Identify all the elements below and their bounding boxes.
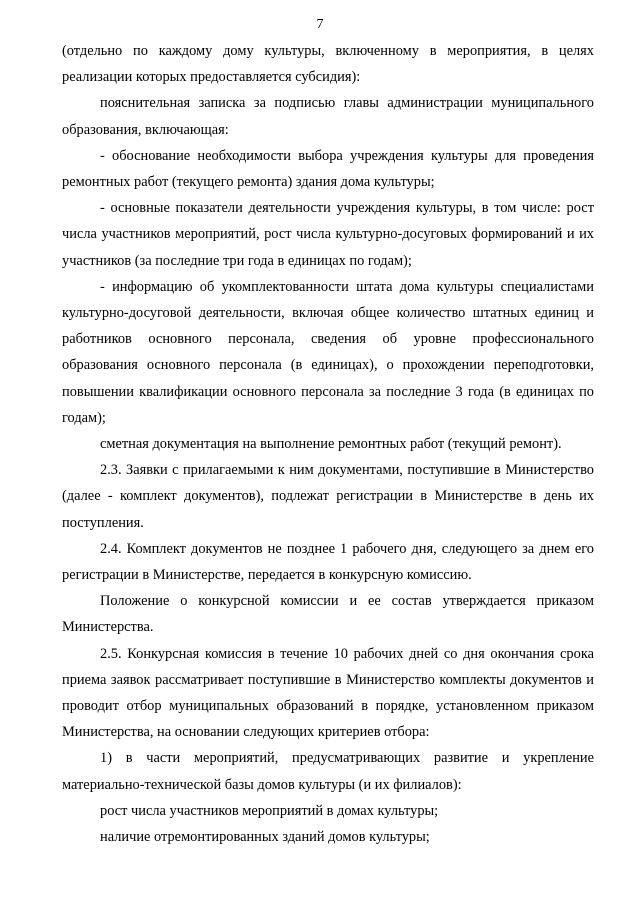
paragraph-criteria-1: 1) в части мероприятий, предусматривающих развитие и укрепление материально-технической базы домов культуры (и их филиалов):: [62, 750, 594, 793]
document-body: [62, 38, 594, 850]
paragraph-criterion-renovated-buildings: наличие отремонтированных зданий домов культуры;: [100, 829, 430, 846]
paragraph-estimate-documentation: сметная документация на выполнение ремонтных работ (текущий ремонт).: [100, 436, 562, 453]
paragraph-explanatory-note: пояснительная записка за подписью главы администрации муниципального образования, включающая:: [62, 95, 594, 138]
paragraph-2-3: 2.3. Заявки с прилагаемыми к ним документами, поступившие в Министерство (далее - комплект документов), подлежат регистрации в Министерстве в день их поступления.: [62, 462, 594, 531]
paragraph-commission-regulation: Положение о конкурсной комиссии и ее состав утверждается приказом Министерства.: [62, 593, 594, 636]
paragraph-continuation: (отдельно по каждому дому культуры, включенному в мероприятия, в целях реализации которых предоставляется субсидия):: [62, 43, 594, 86]
paragraph-performance-indicators-item: - основные показатели деятельности учреждения культуры, в том числе: рост числа участников мероприятий, рост числа культурно-досуговых формирований и их участников (за последние три года в единицах по годам);: [62, 200, 594, 269]
paragraph-2-4: 2.4. Комплект документов не позднее 1 рабочего дня, следующего за днем его регистрации в Министерстве, передается в конкурсную комиссию.: [62, 540, 594, 584]
paragraph-2-5: 2.5. Конкурсная комиссия в течение 10 рабочих дней со дня окончания срока приема заявок рассматривает поступившие в Министерство комплекты документов и проводит отбор муниципальных образований в порядке, установленном приказом Министерства, на основании следующих критериев отбора:: [62, 645, 594, 741]
page-number: 7: [316, 17, 324, 32]
paragraph-justification-item: - обоснование необходимости выбора учреждения культуры для проведения ремонтных работ (текущего ремонта) здания дома культуры;: [62, 147, 594, 191]
paragraph-staffing-item: - информацию об укомплектованности штата дома культуры специалистами культурно-досуговой деятельности, включая общее количество штатных единиц и работников основного персонала, сведения об уровне профессионального образования основного персонала (в единицах), о прохождении переподготовки, повышении квалификации основного персонала за последние 3 года (в единицах по годам);: [62, 278, 594, 426]
paragraph-criterion-participants: рост числа участников мероприятий в домах культуры;: [100, 802, 439, 819]
